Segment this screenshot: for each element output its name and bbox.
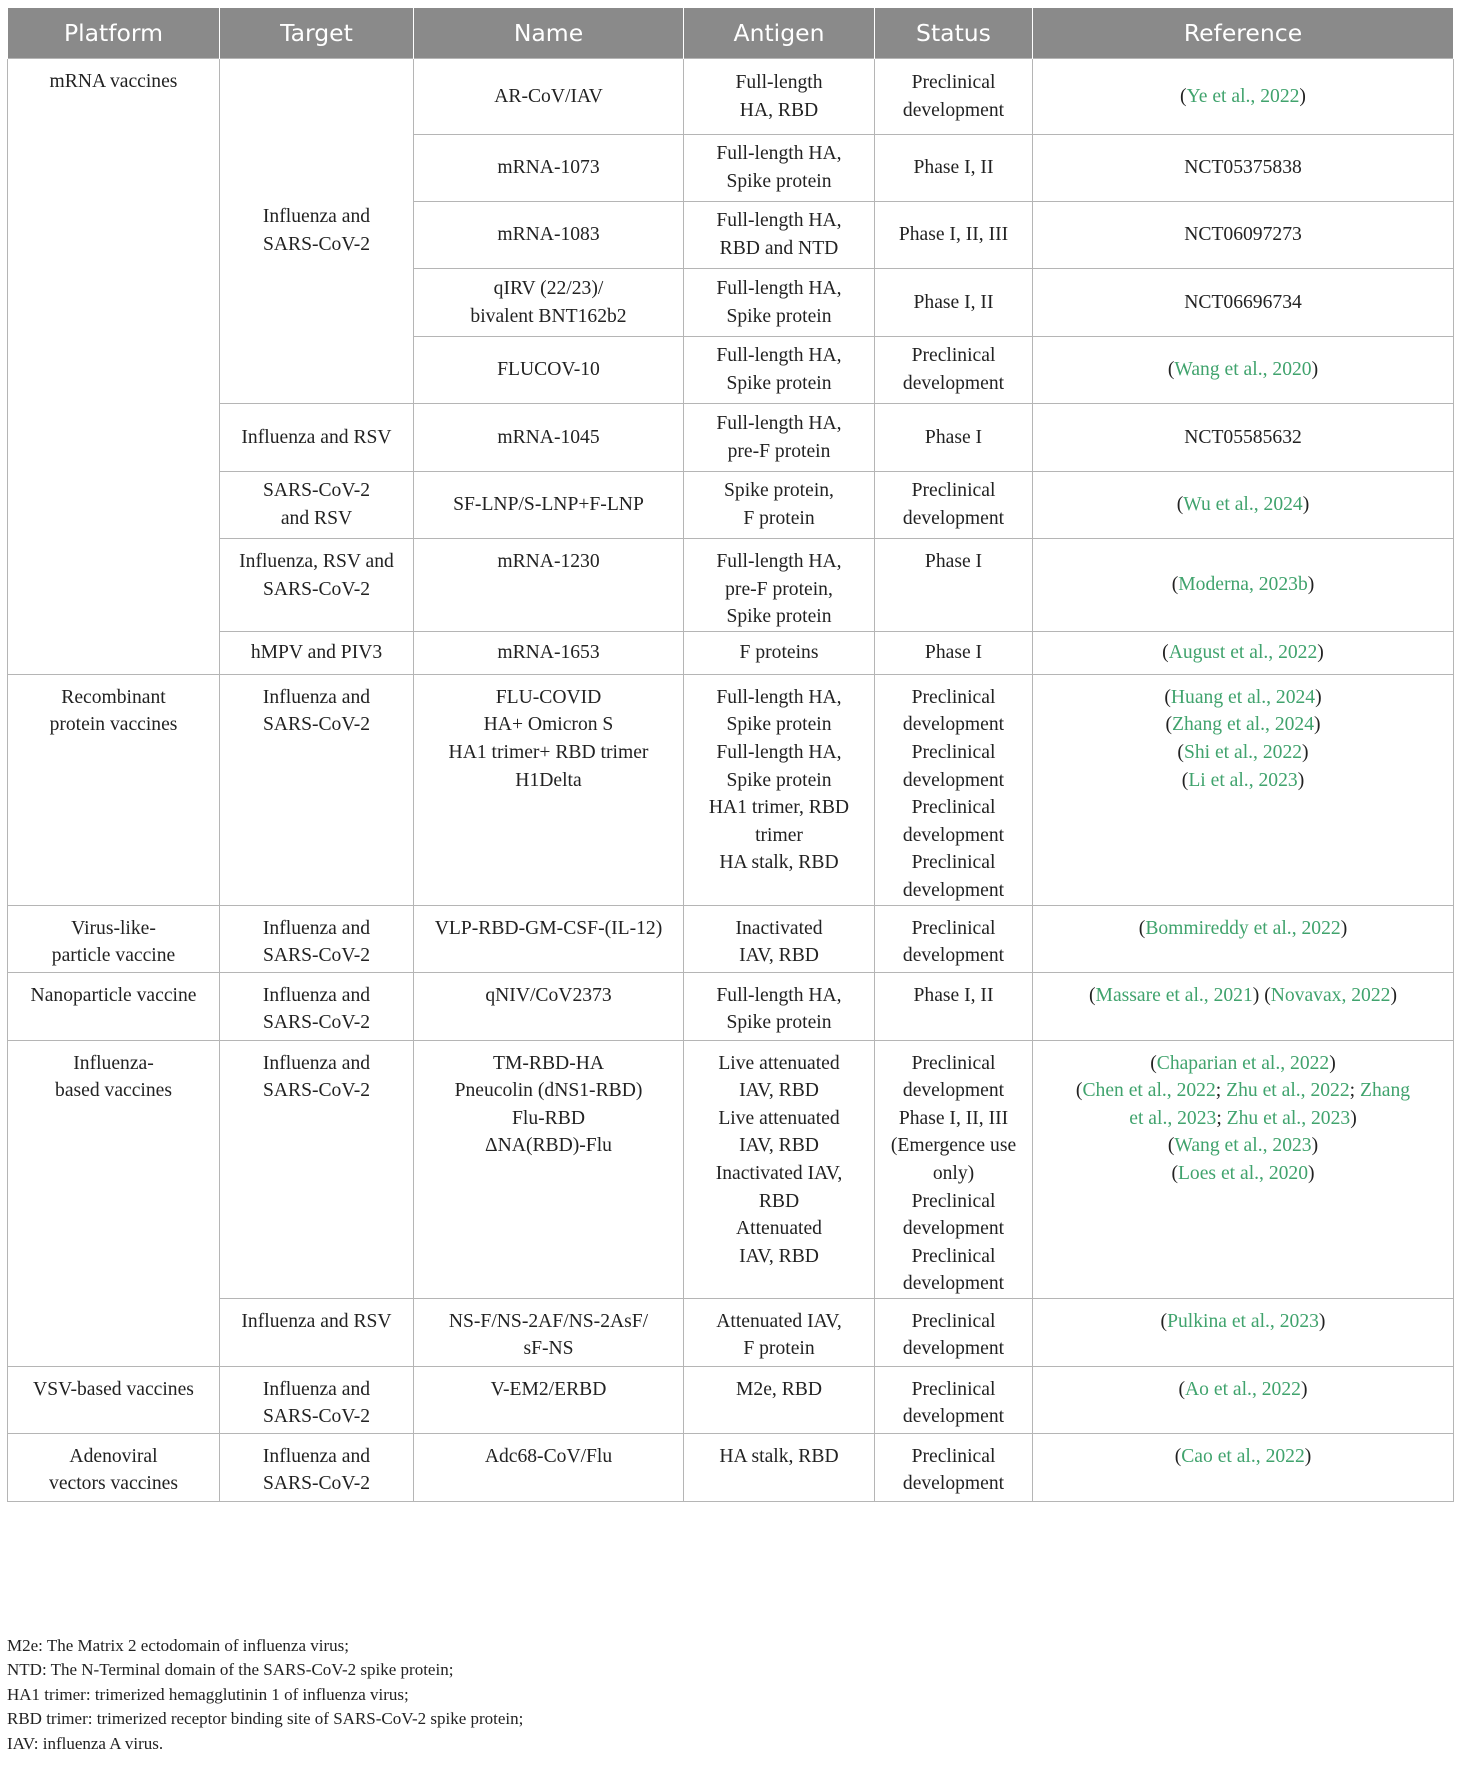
target-cell [220, 404, 414, 472]
target-text: Influenza and [262, 206, 371, 228]
antigen-text: Spike protein [726, 1012, 832, 1034]
reference-cell [1033, 135, 1454, 202]
platform-cell [8, 1366, 220, 1433]
reference-cell: (Massare et al., 2021) (Novavax, 2022) [1033, 972, 1454, 1040]
name-cell [414, 1433, 684, 1501]
table-row [8, 1298, 1454, 1366]
footnote: M2e: The Matrix 2 ectodomain of influenza virus; [7, 1636, 349, 1655]
antigen-text: Full-length HA, [716, 143, 842, 165]
header-target: Target [220, 8, 414, 59]
reference-cell: (Ao et al., 2022) [1033, 1366, 1454, 1433]
reference-link[interactable]: Wu et al., 2024 [1183, 494, 1303, 516]
reference-link[interactable]: Li et al., 2023 [1188, 769, 1298, 791]
antigen-text: Full-length HA, [716, 741, 842, 763]
antigen-text: Full-length HA, [716, 686, 842, 708]
antigen-text: Full-length HA, [716, 345, 842, 367]
platform-text: Adenoviral [69, 1445, 158, 1467]
status-text: Preclinical [911, 917, 996, 939]
platform-text: Recombinant [61, 686, 166, 708]
target-text: Influenza and [262, 1378, 371, 1400]
reference-cell: (August et al., 2022) [1033, 631, 1454, 674]
status-text: Preclinical [911, 71, 996, 93]
platform-text: mRNA vaccines [49, 71, 178, 92]
antigen-text: Live attenuated [718, 1107, 840, 1129]
status-text: Preclinical [911, 1245, 996, 1267]
antigen-text: HA, RBD [739, 99, 819, 121]
name-text: Pneucolin (dNS1-RBD) [454, 1080, 643, 1102]
antigen-text: trimer [755, 824, 803, 846]
status-text: Preclinical [911, 797, 996, 819]
header-row [8, 8, 1454, 59]
platform-cell [8, 1433, 220, 1501]
header-platform: Platform [8, 8, 220, 59]
antigen-text: Full-length HA, [716, 984, 842, 1006]
header-status: Status [875, 8, 1033, 59]
antigen-cell [684, 631, 875, 674]
antigen-cell [684, 202, 875, 269]
reference-link[interactable]: Wang et al., 2023 [1174, 1135, 1312, 1157]
target-text: SARS-CoV-2 [262, 1473, 371, 1495]
antigen-cell [684, 404, 875, 472]
status-cell [875, 1040, 1033, 1298]
target-text: SARS-CoV-2 [262, 945, 371, 967]
reference-cell: (Chaparian et al., 2022) (Chen et al., 2022; Zhu et al., 2022; Zhang et al., 2023; Zhu et al., 2023) (Wang et al., 2023) (Loes et al., 2020) [1033, 1040, 1454, 1298]
name-text: sF-NS [523, 1338, 574, 1360]
antigen-cell [684, 269, 875, 337]
reference-link[interactable]: Loes et al., 2020 [1177, 1162, 1309, 1184]
table-row [8, 59, 1454, 135]
reference-link[interactable]: Novavax, 2022 [1270, 984, 1391, 1006]
name-text: NS-F/NS-2AF/NS-2AsF/ [448, 1310, 649, 1332]
table-row [8, 1040, 1454, 1298]
status-text: development [902, 1273, 1005, 1295]
target-text: Influenza and RSV [241, 1310, 392, 1332]
status-cell [875, 135, 1033, 202]
target-cell [220, 674, 414, 905]
table-row [8, 631, 1454, 674]
target-text: Influenza and [262, 1052, 371, 1074]
header-name: Name [414, 8, 684, 59]
target-cell [220, 59, 414, 404]
name-text: SF-LNP/S-LNP+F-LNP [453, 494, 644, 516]
status-text: development [902, 508, 1005, 529]
target-text: SARS-CoV-2 [262, 578, 371, 600]
name-cell [414, 1366, 684, 1433]
antigen-text: Attenuated [736, 1218, 822, 1240]
target-cell [220, 1433, 414, 1501]
status-text: (Emergence use [890, 1135, 1017, 1157]
antigen-cell [684, 1366, 875, 1433]
name-text: H1Delta [515, 769, 582, 791]
target-cell [220, 972, 414, 1040]
platform-cell [8, 1040, 220, 1366]
footnote: NTD: The N-Terminal domain of the SARS-CoV-2 spike protein; [7, 1660, 454, 1680]
reference-link[interactable]: Zhang et al., 2024 [1171, 714, 1315, 736]
antigen-text: F proteins [739, 641, 819, 663]
target-text: hMPV and PIV3 [250, 641, 383, 663]
antigen-text: Spike protein [726, 171, 832, 192]
platform-text: based vaccines [55, 1080, 172, 1102]
status-text: Preclinical [911, 1052, 996, 1074]
reference-cell [1033, 269, 1454, 337]
antigen-cell [684, 905, 875, 972]
name-cell [414, 674, 684, 905]
antigen-cell [684, 1298, 875, 1366]
antigen-text: IAV, RBD [739, 1080, 819, 1102]
name-text: ΔNA(RBD)-Flu [485, 1135, 612, 1157]
name-cell [414, 1298, 684, 1366]
reference-text: NCT06696734 [1184, 291, 1302, 313]
status-cell [875, 404, 1033, 472]
status-text: development [902, 1218, 1005, 1240]
name-cell [414, 1040, 684, 1298]
antigen-text: Spike protein, [724, 480, 834, 502]
status-text: Preclinical [911, 852, 996, 874]
status-cell [875, 1366, 1033, 1433]
antigen-text: Full-length [735, 71, 823, 93]
platform-text: vectors vaccines [49, 1473, 178, 1495]
name-text: mRNA-1073 [497, 157, 600, 179]
status-text: Phase I, II [913, 157, 994, 179]
vaccine-table [7, 8, 1454, 1502]
status-text: Phase I [924, 426, 983, 448]
name-text: mRNA-1083 [497, 224, 600, 246]
name-text: V-EM2/ERBD [490, 1378, 607, 1400]
platform-cell [8, 674, 220, 905]
platform-cell [8, 59, 220, 675]
reference-link[interactable]: Wang et al., 2020 [1174, 359, 1312, 381]
status-text: Preclinical [911, 1190, 996, 1212]
antigen-text: Full-length HA, [716, 412, 842, 434]
status-text: Preclinical [911, 1378, 996, 1400]
table-row [8, 539, 1454, 632]
name-cell [414, 905, 684, 972]
antigen-cell [684, 472, 875, 539]
name-text: HA1 trimer+ RBD trimer [448, 741, 649, 763]
target-text: Influenza, RSV and [239, 551, 394, 572]
antigen-text: F protein [743, 1338, 815, 1360]
target-cell [220, 472, 414, 539]
reference-link[interactable]: Chaparian et al., 2022 [1156, 1052, 1330, 1074]
status-text: development [902, 945, 1005, 967]
antigen-text: Inactivated IAV, [715, 1162, 843, 1184]
status-cell [875, 905, 1033, 972]
platform-text: Virus-like- [71, 917, 156, 939]
name-text: bivalent BNT162b2 [470, 305, 627, 327]
target-text: SARS-CoV-2 [262, 1406, 371, 1428]
target-cell [220, 539, 414, 632]
antigen-text: Spike protein [726, 606, 832, 628]
name-cell [414, 202, 684, 269]
reference-link[interactable]: Ao et al., 2022 [1185, 1378, 1301, 1400]
reference-cell: (Wu et al., 2024) [1033, 472, 1454, 539]
status-text: Phase I [924, 551, 983, 572]
target-text: SARS-CoV-2 [262, 1012, 371, 1034]
name-text: qNIV/CoV2373 [485, 984, 612, 1006]
antigen-text: Spike protein [726, 769, 832, 791]
reference-link[interactable]: Huang et al., 2024 [1170, 686, 1316, 708]
footnote: RBD trimer: trimerized receptor binding site of SARS-CoV-2 spike protein; [7, 1709, 524, 1729]
platform-text: Influenza- [73, 1052, 154, 1074]
reference-link[interactable]: Ye et al., 2022 [1186, 85, 1300, 107]
status-cell [875, 202, 1033, 269]
reference-cell [1033, 404, 1454, 472]
target-cell [220, 631, 414, 674]
name-cell [414, 404, 684, 472]
target-text: Influenza and [262, 1445, 371, 1467]
antigen-text: Spike protein [726, 305, 832, 327]
status-text: Phase I, II [913, 291, 994, 313]
target-cell [220, 905, 414, 972]
table-row [8, 674, 1454, 905]
name-cell [414, 337, 684, 404]
status-cell [875, 269, 1033, 337]
status-text: development [902, 373, 1005, 394]
reference-cell: (Ye et al., 2022) [1033, 59, 1454, 135]
table-row [8, 404, 1454, 472]
antigen-cell [684, 539, 875, 632]
antigen-text: Spike protein [726, 714, 832, 736]
name-text: FLUCOV-10 [497, 359, 600, 381]
antigen-text: HA stalk, RBD [719, 1445, 839, 1467]
status-cell [875, 1298, 1033, 1366]
status-text: development [902, 1406, 1005, 1428]
antigen-text: Live attenuated [718, 1052, 840, 1074]
reference-cell [1033, 202, 1454, 269]
antigen-cell [684, 337, 875, 404]
antigen-cell [684, 135, 875, 202]
target-text: SARS-CoV-2 [262, 1080, 371, 1102]
status-text: development [902, 99, 1005, 121]
reference-link[interactable]: et al., 2023 [1129, 1107, 1217, 1129]
antigen-text: pre-F protein [727, 440, 831, 462]
name-cell [414, 631, 684, 674]
name-cell [414, 59, 684, 135]
name-text: VLP-RBD-GM-CSF-(IL-12) [434, 917, 663, 939]
reference-link[interactable]: Zhu et al., 2022 [1226, 1080, 1350, 1102]
antigen-text: M2e, RBD [735, 1378, 822, 1400]
reference-link[interactable]: Zhang [1360, 1080, 1411, 1102]
antigen-text: IAV, RBD [739, 945, 819, 967]
antigen-text: Spike protein [726, 373, 832, 394]
reference-text: NCT05375838 [1184, 157, 1302, 179]
reference-link[interactable]: Moderna, 2023b [1178, 574, 1308, 596]
antigen-text: HA1 trimer, RBD [708, 797, 850, 819]
target-text: Influenza and [262, 917, 371, 939]
reference-cell: (Huang et al., 2024) (Zhang et al., 2024) (Shi et al., 2022) (Li et al., 2023) [1033, 674, 1454, 905]
status-text: development [902, 714, 1005, 736]
antigen-text: Inactivated [735, 917, 823, 939]
antigen-cell [684, 972, 875, 1040]
status-text: Phase I, II, III [898, 1107, 1009, 1129]
status-text: Preclinical [911, 741, 996, 763]
antigen-text: Full-length HA, [716, 210, 842, 232]
status-text: Preclinical [911, 686, 996, 708]
status-text: development [902, 1080, 1005, 1102]
antigen-text: IAV, RBD [739, 1135, 819, 1157]
table-row [8, 472, 1454, 539]
header-antigen: Antigen [684, 8, 875, 59]
table-row [8, 1433, 1454, 1501]
status-text: development [902, 1338, 1005, 1360]
platform-text: particle vaccine [51, 945, 176, 967]
table-row [8, 905, 1454, 972]
status-cell [875, 972, 1033, 1040]
reference-cell: (Pulkina et al., 2023) [1033, 1298, 1454, 1366]
reference-link[interactable]: Cao et al., 2022 [1181, 1445, 1305, 1467]
antigen-cell [684, 674, 875, 905]
table-footnotes [7, 1634, 1007, 1756]
name-text: Flu-RBD [512, 1107, 585, 1129]
platform-text: VSV-based vaccines [33, 1378, 194, 1400]
reference-link[interactable]: Bommireddy et al., 2022 [1145, 917, 1341, 939]
target-text: SARS-CoV-2 [262, 714, 371, 736]
status-cell [875, 337, 1033, 404]
status-cell [875, 472, 1033, 539]
reference-link[interactable]: Chen et al., 2022 [1082, 1080, 1216, 1102]
name-cell [414, 472, 684, 539]
status-cell [875, 1433, 1033, 1501]
target-text: and RSV [280, 508, 353, 529]
reference-link[interactable]: Shi et al., 2022 [1183, 741, 1303, 763]
name-text: HA+ Omicron S [483, 714, 614, 736]
target-text: Influenza and [262, 984, 371, 1006]
reference-cell: (Bommireddy et al., 2022) [1033, 905, 1454, 972]
antigen-text: IAV, RBD [739, 1245, 819, 1267]
status-cell [875, 674, 1033, 905]
name-text: mRNA-1230 [497, 551, 600, 572]
status-text: development [902, 769, 1005, 791]
footnote: IAV: influenza A virus. [7, 1733, 164, 1753]
status-text: Preclinical [911, 345, 996, 367]
antigen-cell [684, 1040, 875, 1298]
reference-link[interactable]: Pulkina et al., 2023 [1167, 1310, 1319, 1332]
antigen-text: pre-F protein, [725, 578, 833, 600]
antigen-text: Attenuated IAV, [716, 1310, 842, 1332]
name-text: AR-CoV/IAV [494, 85, 603, 107]
name-text: Adc68-CoV/Flu [484, 1445, 613, 1467]
name-cell [414, 269, 684, 337]
name-cell [414, 972, 684, 1040]
reference-cell: (Wang et al., 2020) [1033, 337, 1454, 404]
header-reference: Reference [1033, 8, 1454, 59]
name-cell [414, 539, 684, 632]
target-text: Influenza and RSV [241, 426, 392, 448]
antigen-text: F protein [743, 508, 815, 529]
platform-cell [8, 972, 220, 1040]
antigen-text: Full-length HA, [716, 277, 842, 299]
target-text: SARS-CoV-2 [262, 234, 371, 255]
reference-link[interactable]: Zhu et al., 2023 [1226, 1107, 1351, 1129]
target-cell [220, 1040, 414, 1298]
reference-text: NCT06097273 [1184, 224, 1302, 246]
platform-cell [8, 905, 220, 972]
vaccine-table-container [7, 8, 1453, 1502]
antigen-text: RBD and NTD [719, 238, 839, 259]
table-row [8, 1366, 1454, 1433]
antigen-cell [684, 1433, 875, 1501]
name-text: mRNA-1045 [497, 426, 600, 448]
target-text: Influenza and [262, 686, 371, 708]
reference-link[interactable]: Massare et al., 2021 [1095, 984, 1253, 1006]
antigen-cell [684, 59, 875, 135]
status-text: only) [932, 1162, 975, 1184]
reference-link[interactable]: August et al., 2022 [1168, 641, 1318, 663]
status-text: development [902, 879, 1005, 901]
footnote: HA1 trimer: trimerized hemagglutinin 1 of influenza virus; [7, 1684, 409, 1704]
antigen-text: Full-length HA, [716, 551, 842, 572]
status-cell [875, 631, 1033, 674]
status-text: Preclinical [911, 480, 996, 502]
status-text: Preclinical [911, 1445, 996, 1467]
status-text: Phase I [924, 641, 983, 663]
reference-cell: (Moderna, 2023b) [1033, 539, 1454, 632]
reference-cell: (Cao et al., 2022) [1033, 1433, 1454, 1501]
target-cell [220, 1366, 414, 1433]
status-text: Preclinical [911, 1310, 996, 1332]
name-text: TM-RBD-HA [492, 1052, 605, 1074]
status-text: Phase I, II [913, 984, 994, 1006]
name-text: qIRV (22/23)/ [493, 277, 604, 299]
name-cell [414, 135, 684, 202]
name-text: mRNA-1653 [497, 641, 600, 663]
status-text: development [902, 824, 1005, 846]
antigen-text: HA stalk, RBD [719, 852, 839, 874]
status-cell [875, 59, 1033, 135]
status-text: Phase I, II, III [898, 224, 1009, 246]
name-text: FLU-COVID [495, 686, 602, 708]
table-row [8, 972, 1454, 1040]
status-text: development [902, 1473, 1005, 1495]
reference-text: NCT05585632 [1184, 426, 1302, 448]
platform-text: protein vaccines [49, 714, 178, 736]
target-cell [220, 1298, 414, 1366]
status-cell [875, 539, 1033, 632]
platform-text: Nanoparticle vaccine [30, 984, 197, 1006]
target-text: SARS-CoV-2 [262, 480, 371, 502]
antigen-text: RBD [758, 1190, 800, 1212]
